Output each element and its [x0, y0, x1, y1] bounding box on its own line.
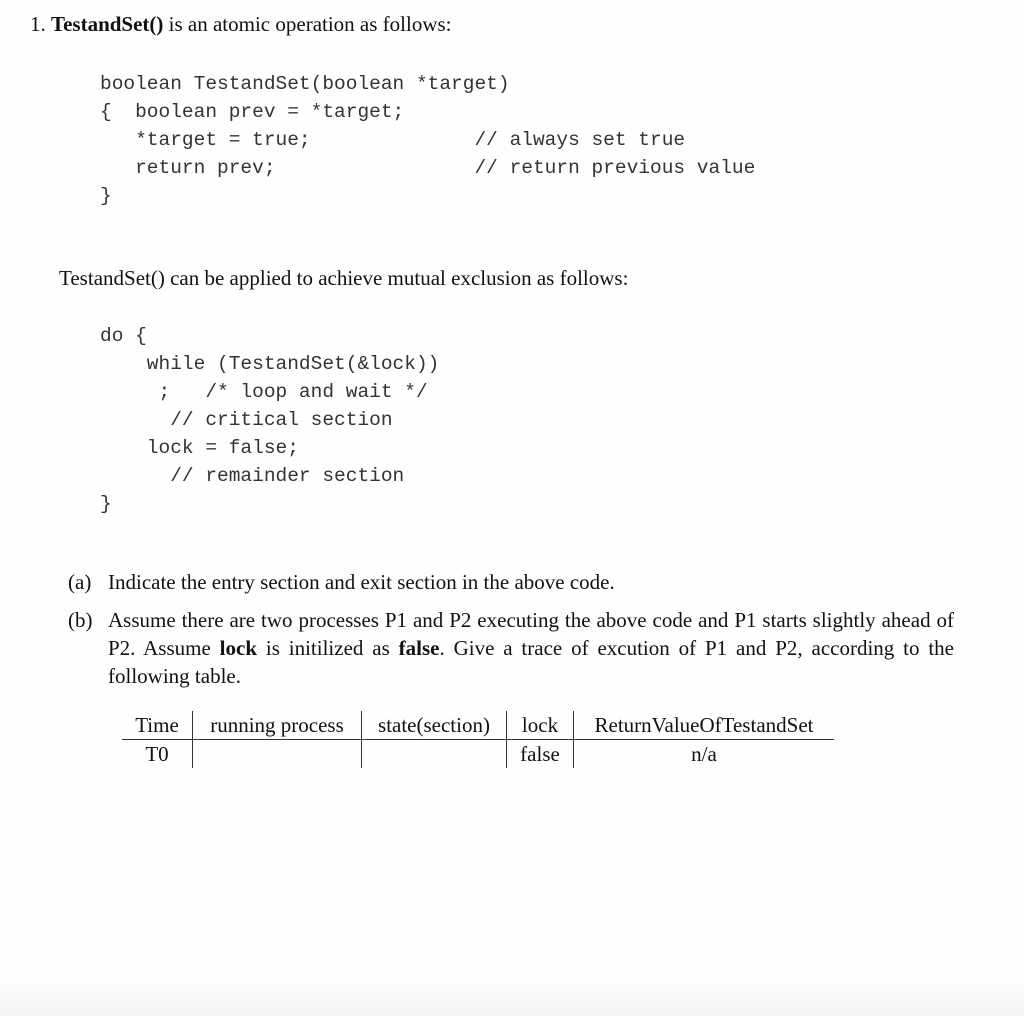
code-line: lock = false; [100, 437, 299, 459]
code-line: return prev; // return previous value [100, 157, 756, 179]
header-running-process: running process [193, 711, 362, 740]
part-b-label: (b) [68, 608, 93, 632]
code-line: ; /* loop and wait */ [100, 381, 428, 403]
table-header-row [122, 711, 834, 740]
header-time: Time [122, 711, 193, 740]
part-b-bold-false: false [398, 636, 440, 660]
code-line: while (TestandSet(&lock)) [100, 353, 440, 375]
part-b-text-1: Assume there are two processes P1 and P2 executing the above code and P1 starts slightly ahead of P2. Assume [108, 608, 954, 660]
part-a-label: (a) [68, 570, 92, 594]
code-line: // remainder section [100, 465, 405, 487]
part-a-text: Indicate the entry section and exit section in the above code. [108, 570, 615, 594]
code-line: do { [100, 325, 147, 347]
part-b-text-2: is initilized as [257, 636, 399, 660]
table-row [122, 740, 834, 769]
code-line: { boolean prev = *target; [100, 101, 405, 123]
testandset-code-block [100, 70, 755, 210]
cell-state-section [362, 740, 507, 769]
mutual-exclusion-code-block [100, 322, 439, 518]
header-lock: lock [507, 711, 574, 740]
cell-return-value: n/a [574, 740, 835, 769]
part-b-bold-lock: lock [219, 636, 258, 660]
header-state-section: state(section) [362, 711, 507, 740]
part-b-text [108, 606, 954, 690]
code-line: *target = true; // always set true [100, 129, 686, 151]
question-number: 1. [30, 12, 46, 36]
cell-running-process [193, 740, 362, 769]
cell-lock: false [507, 740, 574, 769]
code-line: // critical section [100, 409, 393, 431]
question-intro: is an atomic operation as follows: [163, 12, 452, 36]
code-line: boolean TestandSet(boolean *target) [100, 73, 510, 95]
trace-table [122, 711, 834, 768]
page-bottom-shade [0, 976, 1024, 1016]
code-line: } [100, 185, 112, 207]
code-line: } [100, 493, 112, 515]
cell-time: T0 [145, 741, 169, 766]
mutual-exclusion-intro: TestandSet() can be applied to achieve mutual exclusion as follows: [59, 266, 629, 290]
header-return-value: ReturnValueOfTestandSet [574, 711, 835, 740]
question-heading [30, 12, 452, 37]
question-title: TestandSet() [51, 12, 164, 36]
part-b-text-3: . Give a trace of excution of P1 and P2, according to the following table. [108, 636, 955, 688]
